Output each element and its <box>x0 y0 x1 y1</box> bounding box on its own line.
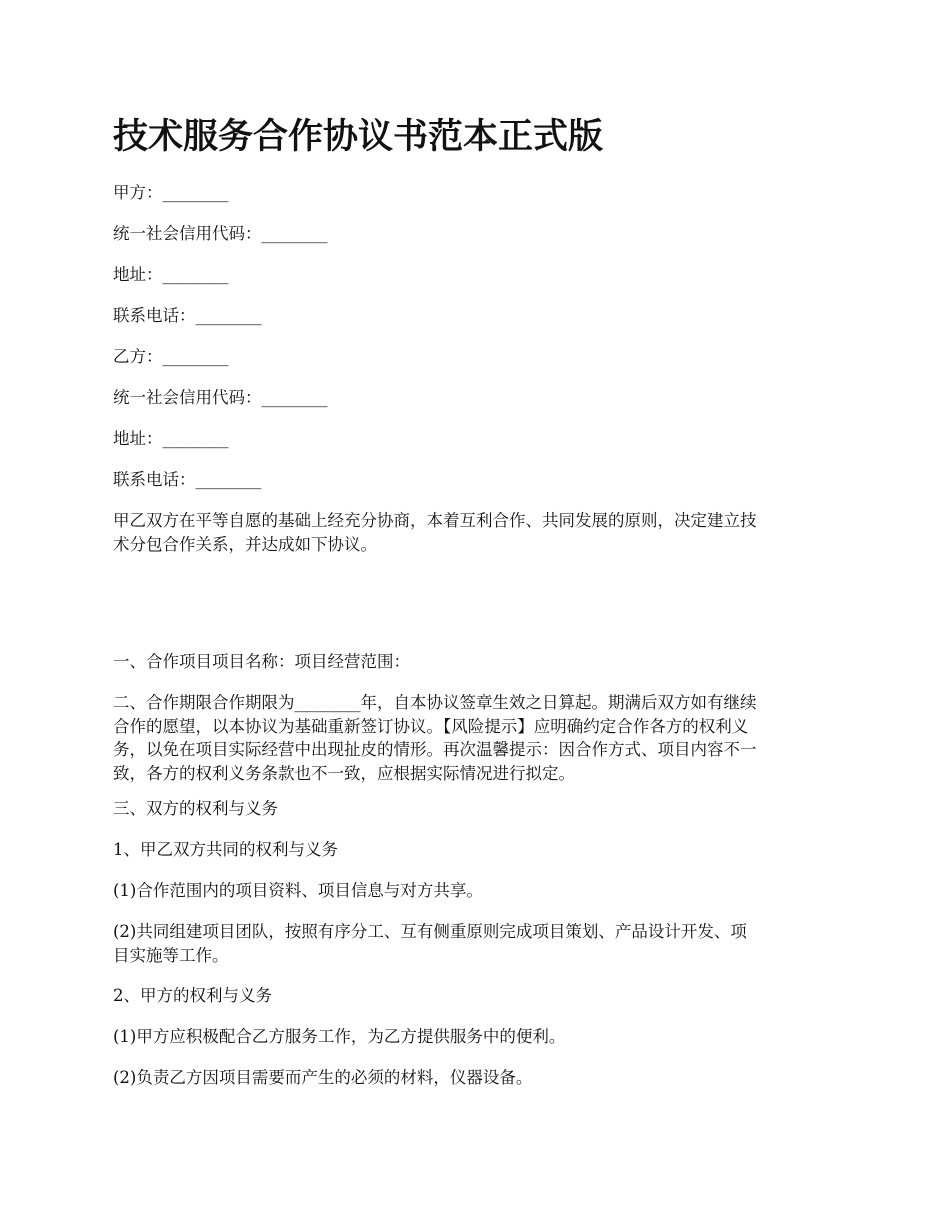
subsection-1-item-1: (1)合作范围内的项目资料、项目信息与对方共享。 <box>113 881 483 900</box>
document-title: 技术服务合作协议书范本正式版 <box>113 117 604 157</box>
party-a-phone: 联系电话：________ <box>113 306 262 325</box>
party-a-name: 甲方：________ <box>113 183 229 202</box>
subsection-2-item-1: (1)甲方应积极配合乙方服务工作，为乙方提供服务中的便利。 <box>113 1027 566 1046</box>
party-a-address: 地址：________ <box>113 265 229 284</box>
intro-paragraph <box>113 509 843 556</box>
party-b-name: 乙方：________ <box>113 347 229 366</box>
subsection-1-item-2 <box>113 920 843 967</box>
party-b-credit-code: 统一社会信用代码：________ <box>113 388 328 407</box>
intro-line: 术分包合作关系，并达成如下协议。 <box>113 534 377 554</box>
subsection-1-heading: 1、甲乙双方共同的权利与义务 <box>113 840 338 859</box>
section-2-line: 合作的愿望，以本协议为基础重新签订协议。【风险提示】应明确约定合作各方的权利义 <box>113 716 749 736</box>
subsection-1-item-2-line: 目实施等工作。 <box>113 945 229 965</box>
subsection-1-item-2-line: (2)共同组建项目团队，按照有序分工、互有侧重原则完成项目策划、产品设计开发、项 <box>113 922 747 941</box>
party-b-address: 地址：________ <box>113 429 229 448</box>
section-3-heading: 三、双方的权利与义务 <box>113 799 278 818</box>
intro-line: 甲乙双方在平等自愿的基础上经充分协商，本着互利合作、共同发展的原则，决定建立技 <box>113 511 757 530</box>
section-2-line: 二、合作期限合作期限为________年，自本协议签章生效之日算起。期满后双方如有继续 <box>113 693 757 712</box>
party-b-phone: 联系电话：________ <box>113 470 262 489</box>
party-a-credit-code: 统一社会信用代码：________ <box>113 224 328 243</box>
section-1-heading: 一、合作项目项目名称：项目经营范围： <box>113 652 410 671</box>
section-2-paragraph <box>113 691 843 785</box>
section-2-line: 致，各方的权利义务条款也不一致，应根据实际情况进行拟定。 <box>113 763 575 783</box>
subsection-2-heading: 2、甲方的权利与义务 <box>113 986 272 1005</box>
section-2-line: 务，以免在项目实际经营中出现扯皮的情形。再次温馨提示：因合作方式、项目内容不一 <box>113 740 757 759</box>
subsection-2-item-2: (2)负责乙方因项目需要而产生的必须的材料，仪器设备。 <box>113 1068 533 1087</box>
